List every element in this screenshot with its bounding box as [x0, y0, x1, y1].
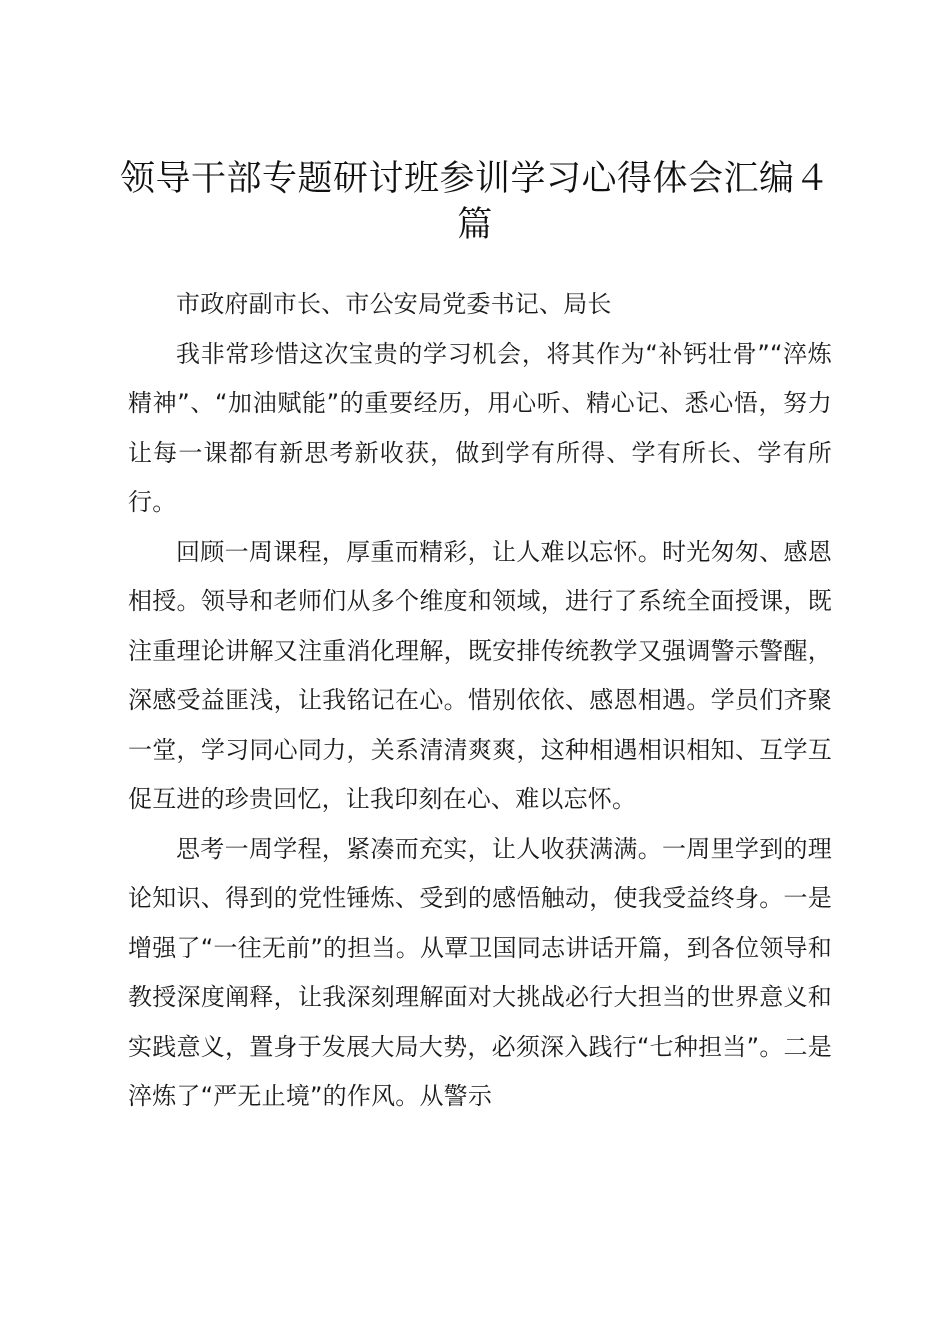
paragraph-3: 思考一周学程，紧凑而充实，让人收获满满。一周里学到的理论知识、得到的党性锤炼、受到的感悟触动，使我受益终身。一是增强了“一往无前”的担当。从覃卫国同志讲话开篇，到各位领导和教授深度阐释，让我深刻理解面对大挑战必行大担当的世界意义和实践意义，置身于发展大局大势，必须深入践行“七种担当”。二是淬炼了“严无止境”的作风。从警示: [128, 834, 832, 1110]
author-line: 市政府副市长、市公安局党委书记、局长: [176, 290, 612, 318]
document-body: [128, 280, 832, 1122]
document-title: 领导干部专题研讨班参训学习心得体会汇编４篇: [119, 159, 830, 245]
paragraph-1: 我非常珍惜这次宝贵的学习机会，将其作为“补钙壮骨”“淬炼精神”、“加油赋能”的重要经历，用心听、精心记、悉心悟，努力让每一课都有新思考新收获，做到学有所得、学有所长、学有所行。: [128, 339, 832, 516]
paragraph-2: 回顾一周课程，厚重而精彩，让人难以忘怀。时光匆匆、感恩相授。领导和老师们从多个维度和领域，进行了系统全面授课，既注重理论讲解又注重消化理解，既安排传统教学又强调警示警醒，深感受益匪浅，让我铭记在心。惜别依依、感恩相遇。学员们齐聚一堂，学习同心同力，关系清清爽爽，这种相遇相识相知、互学互促互进的珍贵回忆，让我印刻在心、难以忘怀。: [128, 537, 832, 813]
